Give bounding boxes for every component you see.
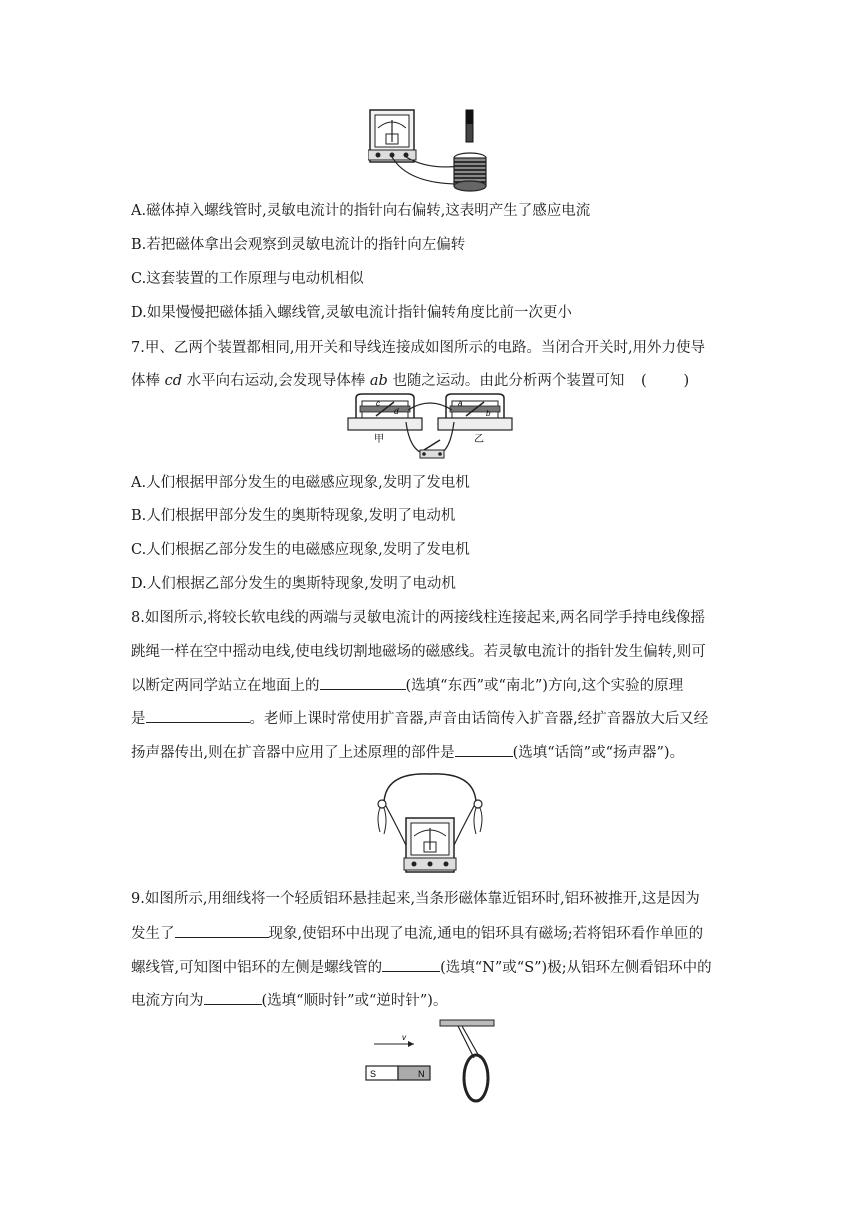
magnet-s: S — [370, 1069, 377, 1079]
label-a: a — [458, 399, 463, 408]
rod-ab: ab — [369, 373, 388, 389]
label-d: d — [394, 407, 399, 416]
q7-option-b: B.人们根据甲部分发生的奥斯特现象,发明了电动机 — [131, 508, 456, 524]
two-magnet-circuit-icon — [346, 392, 514, 464]
q9-line3 — [131, 957, 712, 978]
q9-text: 电流方向为 — [131, 993, 204, 1009]
q8-line1: 8.如图所示,将较长软电线的两端与灵敏电流计的两接线柱连接起来,两名同学手持电线像摇 — [131, 610, 706, 626]
q8-text: (选填“东西”或“南北”)方向,这个实验的原理 — [405, 678, 684, 694]
q7-figure — [346, 392, 514, 464]
q9-blank-pole[interactable] — [382, 957, 440, 972]
magnet-n: N — [418, 1069, 425, 1079]
q7-option-d: D.人们根据乙部分发生的奥斯特现象,发明了电动机 — [131, 576, 456, 592]
rope-galvanometer-icon — [370, 772, 490, 876]
q8-text: 以断定两同学站立在地面上的 — [131, 678, 320, 694]
q6-option-d: D.如果慢慢把磁体插入螺线管,灵敏电流计指针偏转角度比前一次更小 — [131, 305, 572, 321]
q9-blank-current-direction[interactable] — [204, 990, 262, 1005]
q9-figure — [362, 1018, 502, 1108]
q8-text: 。老师上课时常使用扩音器,声音由话筒传入扩音器,经扩音器放大后又经 — [249, 711, 709, 727]
q7-text: 体棒 — [131, 373, 165, 389]
q8-line5 — [131, 742, 684, 763]
q8-line2: 跳绳一样在空中摇动电线,使电线切割地磁场的磁感线。若灵敏电流计的指针发生偏转,则可 — [131, 644, 706, 660]
label-jia: 甲 — [374, 434, 384, 445]
q8-line4 — [131, 708, 708, 729]
q9-text: (选填“N”或“S”)极;从铝环左侧看铝环中的 — [440, 960, 712, 976]
label-c: c — [376, 399, 380, 408]
q8-text: (选填“话筒”或“扬声器”)。 — [512, 745, 685, 761]
q9-text: 发生了 — [131, 926, 175, 942]
q8-blank-principle[interactable] — [146, 708, 250, 723]
q8-text: 扬声器传出,则在扩音器中应用了上述原理的部件是 — [131, 745, 455, 761]
q6-option-b: B.若把磁体拿出会观察到灵敏电流计的指针向左偏转 — [131, 237, 466, 253]
q7-stem-line2 — [131, 371, 689, 391]
q9-line2 — [131, 923, 703, 944]
q7-option-c: C.人们根据乙部分发生的电磁感应现象,发明了发电机 — [131, 542, 470, 558]
galvanometer-solenoid-icon — [368, 104, 498, 200]
q9-blank-phenomenon[interactable] — [175, 923, 269, 938]
answer-bracket: ( ) — [641, 373, 690, 389]
q8-blank-direction[interactable] — [320, 675, 406, 690]
q6-figure — [368, 104, 498, 200]
label-v: v — [402, 1033, 406, 1042]
label-b: b — [486, 409, 491, 418]
q9-text: 现象,使铝环中出现了电流,通电的铝环具有磁场;若将铝环看作单匝的 — [268, 926, 704, 942]
q9-text: 螺线管,可知图中铝环的左侧是螺线管的 — [131, 960, 383, 976]
q6-option-a: A.磁体掉入螺线管时,灵敏电流计的指针向右偏转,这表明产生了感应电流 — [131, 203, 591, 219]
q9-line1: 9.如图所示,用细线将一个轻质铝环悬挂起来,当条形磁体靠近铝环时,铝环被推开,这是因为 — [131, 891, 700, 907]
q8-line3 — [131, 675, 683, 696]
q6-option-c: C.这套装置的工作原理与电动机相似 — [131, 271, 364, 287]
q7-text: 水平向右运动,会发现导体棒 — [182, 373, 370, 389]
q9-text: (选填“顺时针”或“逆时针”)。 — [261, 993, 448, 1009]
q7-option-a: A.人们根据甲部分发生的电磁感应现象,发明了发电机 — [131, 475, 470, 491]
q7-stem-line1: 7.甲、乙两个装置都相同,用开关和导线连接成如图所示的电路。当闭合开关时,用外力使导 — [131, 340, 706, 356]
q9-line4 — [131, 990, 447, 1011]
q8-text: 是 — [131, 711, 146, 727]
q8-blank-component[interactable] — [455, 742, 513, 757]
q8-figure — [370, 772, 490, 876]
label-yi: 乙 — [474, 434, 484, 445]
magnet-ring-icon — [362, 1018, 502, 1108]
rod-cd: cd — [164, 373, 183, 389]
q7-text: 也随之运动。由此分析两个装置可知 — [387, 373, 625, 389]
